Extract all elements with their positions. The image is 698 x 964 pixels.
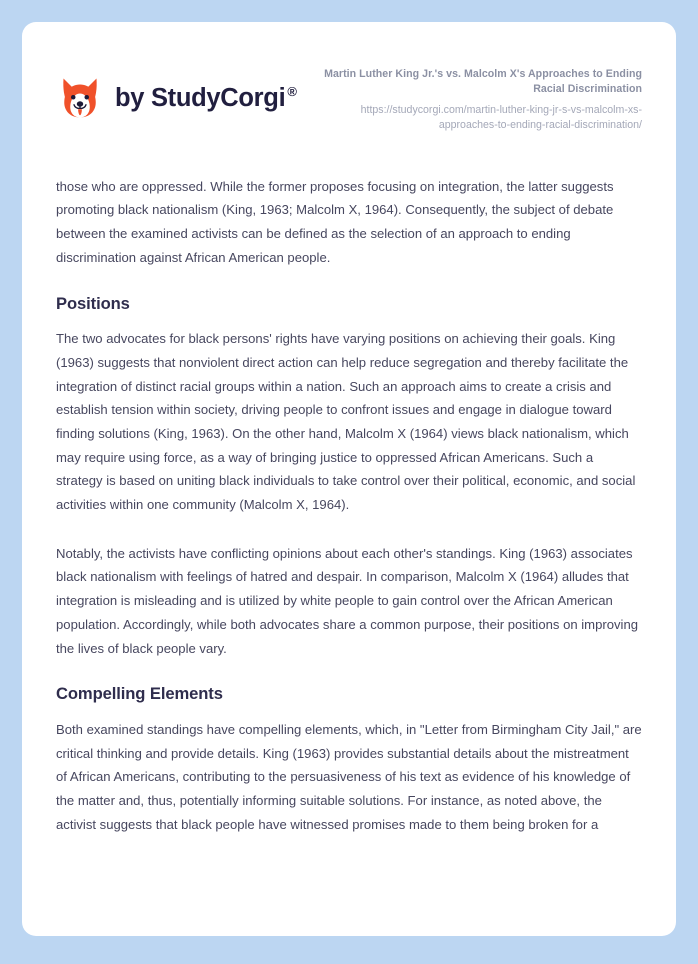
- document-source-url[interactable]: https://studycorgi.com/martin-luther-king-jr-s-vs-malcolm-xs-approaches-to-ending-racial-discrimination/: [360, 104, 642, 132]
- positions-paragraph-1: The two advocates for black persons' rights have varying positions on achieving their goals. King (1963) suggests that nonviolent direct action can help reduce segregation and thereby facilitate the integration of distinct racial groups within a nation. Such an approach aims to create a crisis and establish tension within society, driving people to confront issues and engage in dialogue toward finding solutions (King, 1963). On the other hand, Malcolm X (1964) views black nationalism, which may require using force, as a way of bringing justice to oppressed African Americans. Such a strategy is based on uniting black individuals to take control over their political, economic, and social activities within one community (Malcolm X, 1964).: [56, 331, 636, 513]
- compelling-elements-paragraph-1: Both examined standings have compelling elements, which, in "Letter from Birmingham City Jail," are critical thinking and provide details. King (1963) provides substantial details about the mistreatment of African Americans, contributing to the persuasiveness of his text as evidence of his knowledge of the matter and, thus, potentially informing suitable solutions. For instance, as noted above, the activist suggests that black people have witnessed promises made to them being broken for a: [56, 721, 642, 832]
- corgi-head-icon: [56, 74, 104, 122]
- brand-label: by StudyCorgi ®: [115, 83, 297, 112]
- registered-mark: ®: [287, 84, 297, 99]
- document-body: [22, 175, 676, 837]
- section-heading-compelling-elements: Compelling Elements: [56, 684, 223, 704]
- intro-paragraph: those who are oppressed. While the former proposes focusing on integration, the latter suggests promoting black nationalism (King, 1963; Malcolm X, 1964). Consequently, the subject of debate between the examined activists can be defined as the selection of an approach to ending discrimination against African American people.: [56, 178, 614, 265]
- document-page-card: [22, 22, 676, 936]
- document-header: [22, 22, 676, 134]
- positions-paragraph-2: Notably, the activists have conflicting opinions about each other's standings. King (1963) associates black nationalism with feelings of hatred and despair. In comparison, Malcolm X (1964) alludes that integration is misleading and is utilized by white people to gain control over the African American population. Accordingly, while both advocates share a common purpose, their positions on improving the lives of black people vary.: [56, 545, 639, 656]
- section-heading-positions: Positions: [56, 293, 130, 313]
- document-title: Martin Luther King Jr.'s vs. Malcolm X's Approaches to Ending Racial Discrimination: [324, 68, 642, 96]
- document-meta: [302, 65, 642, 134]
- brand-logo-group[interactable]: [56, 65, 297, 122]
